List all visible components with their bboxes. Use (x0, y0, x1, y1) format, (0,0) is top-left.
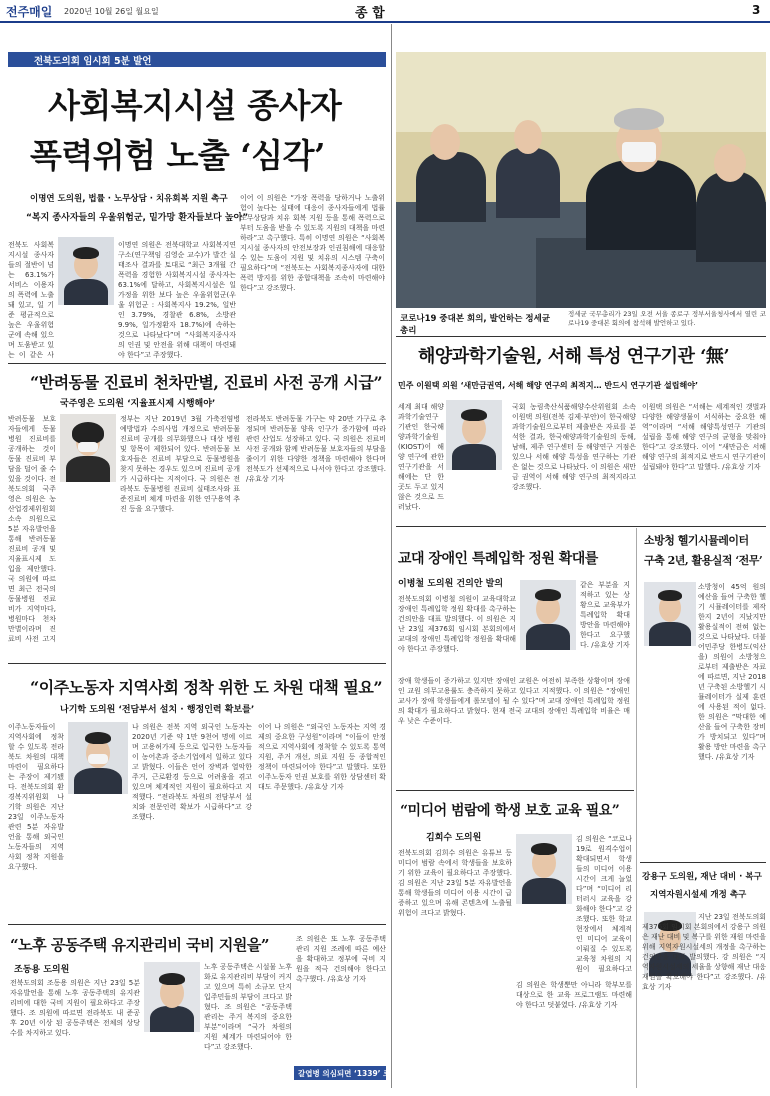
migrant-col2: 나 의원은 전북 지역 외국인 노동자는 2020년 기준 약 1만 9천여 명에 이르며 고용허가제 등으로 입국한 노동자들이 농어촌과 중소기업에서 일하고 있다고 밝혔다. 이들은 언어 장벽과 열악한 주거, 근로환경 등으로 어려움을 겪고 있으며 체계적인 지원이 필요하다고 지적했다. “전라북도 차원의 전담부서 설치와 전문인력 확보가 시급하다”고 강조했다. (132, 723, 252, 821)
headline-helicopter-1: 소방청 헬기시뮬레이터 (644, 534, 749, 547)
headline-migrant: “이주노동자 지역사회 정착 위한 도 차원 대책 필요” (30, 678, 383, 697)
headline-disaster-2: 지역자원시설세 개정 촉구 (650, 890, 747, 900)
media-col3: 김 의원은 학생뿐만 아니라 학부모를 대상으로 한 교육 프로그램도 마련해야 한다고 덧붙였다. /유효상 기자 (516, 981, 632, 1009)
portrait-lee-myeongyeon (58, 237, 114, 305)
admission-col1: 전북도의회 이병철 의원이 교육대학교 장애인 특례입학 정원 확대를 촉구하는 건의안을 대표 발의했다. 이 의원은 지난 23일 제376회 임시회 본회의에서 교대의 장애인 특례입학 정원을 확대해야 한다고 주장했다. (398, 595, 516, 653)
portrait-leebyeongcheol (520, 580, 576, 650)
byline-migrant: 나기학 도의원 ‘전담부서 설치 · 행정인력 확보를’ (60, 705, 255, 715)
apartment-col1: 전북도의회 조동용 의원은 지난 23일 5분 자유발언을 통해 노후 공동주택의 유지관리비에 대한 국비 지원이 필요하다고 주장했다. 조 의원에 따르면 전라북도 내 준공 후 20년 이상 된 공동주택은 전체의 상당수를 차지하고 있다. (10, 979, 140, 1037)
headline-marine: 해양과학기술원, 서해 특성 연구기관 ‘無’ (418, 346, 730, 367)
masthead (0, 0, 770, 22)
headline-media: “미디어 범람에 학생 보호 교육 필요” (400, 803, 620, 819)
byline-welfare: 이명연 도의원, 법률 · 노무상담 · 치유회복 지원 촉구 (30, 194, 228, 204)
portrait-hanbyeongdo (644, 582, 696, 646)
divider-2 (8, 663, 386, 664)
paper-name: 전주매일 (6, 5, 53, 19)
byline-admission: 이병철 도의원 건의안 발의 (398, 579, 504, 589)
welfare-col3: 이어 이 의원은 “가장 폭력을 당하거나 노출위험이 높다는 실태에 대응이 종사자들에게 법률노무상담과 치유 회복 지원 등을 통해 폭력으로부터 도움을 받을 수 있도록 지원의 대책을 마련하라”고 촉구했다. 특히 이명연 의원은 “사회복지시설 종사자의 안전보장과 인권침해에 대응할 수 있는 도움이 지원 및 치유의 시스템 구축이 필요하다”며 “전북도는 사회복지종사자에 대한 폭력 방지를 위한 종합대책을 조속히 마련해야 한다”고 강조했다. (240, 194, 385, 292)
photo-pm-meeting (396, 52, 766, 308)
footer-ad-box (294, 1066, 391, 1080)
headline-welfare-2: 폭력위험 노출 ‘심각’ (30, 136, 325, 175)
migrant-col3: 이어 나 의원은 “외국인 노동자는 지역 경제의 중요한 구성원”이라며 “이들이 안정적으로 지역사회에 정착할 수 있도록 통역 지원, 주거 개선, 의료 지원 등 종합적인 정책이 마련되어야 한다”고 말했다. 또한 이주노동자 인권 보호를 위한 상담센터 확대도 주문했다. /유효상 기자 (258, 723, 386, 791)
media-col1: 전북도의회 김희수 의원은 유튜브 등 미디어 범람 속에서 학생들을 보호하기 위한 교육이 필요하다고 주장했다. 김 의원은 지난 23일 5분 자유발언을 통해 학생들의 미디어 이용 시간이 급증하고 있으며 유해 콘텐츠에 노출될 위험이 크다고 밝혔다. (398, 849, 512, 917)
article-tag (8, 52, 386, 67)
portrait-kimheesu (516, 834, 572, 904)
migrant-col1: 이주노동자들이 지역사회에 정착할 수 있도록 전라북도 차원의 대책 마련이 필요하다는 주장이 제기됐다. 전북도의회 환경복지위원회 나기학 의원은 지난 23일 이주노동자 관련 5분 자유발언을 통해 외국인 노동자들의 지역사회 정착 지원을 요구했다. (8, 723, 64, 871)
divider-4 (396, 336, 766, 337)
headline-disaster-1: 강용구 도의원, 재난 대비 · 복구 (642, 872, 762, 882)
headline-helicopter-2: 구축 2년, 활용실적 ‘전무’ (644, 554, 763, 567)
byline-media: 김희수 도의원 (426, 833, 482, 843)
photo-caption-desc: 정세균 국무총리가 23일 오전 서울 종로구 정부서울청사에서 열린 코로나19 중대본 회의에 참석해 발언하고 있다. (568, 310, 766, 327)
pet-col2: 정부는 지난 2019년 3월 가축전염병 예방법과 수의사법 개정으로 반려동물 진료비 공개를 의무화했으나 대상 병원 및 항목이 제한되어 있다. 반려동물 보호자들은 진료비 부담으로 동물병원을 찾지 못하는 경우도 있으며 진료비 공개가 시급하다는 지적이다. 국 의원은 전라북도 동물병원 진료비 실태조사와 표준진료비 체계 마련을 위한 연구용역 추진 등을 요구했다. (120, 415, 240, 513)
footer-ad-text: 갈엽병 의심되면 ‘1339’ 로 (298, 1069, 391, 1078)
divider-6 (396, 790, 634, 791)
section-title: 종 합 (355, 6, 385, 21)
photo-caption-title: 코로나19 중대본 회의, 발언하는 정세균 총리 (400, 314, 551, 336)
portrait-nagihak (68, 722, 128, 794)
pet-col3: 전라북도 반려동물 가구는 약 20만 가구로 추정되며 반려동물 양육 인구가 증가함에 따라 관련 산업도 성장하고 있다. 국 의원은 진료비 사전 공개와 함께 반려동물 보호자들의 부담을 줄이기 위한 다양한 정책을 마련해야 한다며 전북도가 선제적으로 나서야 한다고 강조했다. /유효상 기자 (246, 415, 386, 483)
pet-col1: 반려동물 보호자들에게 동물병원 진료비를 공개하는 것이 동물 진료비 부담을 덜어 줄 수 있을 것이다. 전북도의회 국주영은 의원은 농산업경제위원회 소속 의원으로 5분 자유발언을 통해 반려동물 진료비 공개 및 지율표시제 도입을 제안했다. 국 의원에 따르면 최근 전국의 동물병원 진료비가 지역마다, 병원마다 천차만별이라며 진료비 사전 고지 (8, 415, 56, 643)
subhead-welfare: “복지 종사자들의 우울위험군, 밑가망 환자들보다 높아” (26, 213, 249, 223)
headline-welfare-1: 사회복지시설 종사자 (48, 86, 342, 125)
portrait-leewontaek (446, 400, 502, 470)
divider-7 (640, 862, 766, 863)
marine-col3: 이원택 의원은 “서해는 세계적인 갯벌과 다양한 해양생물이 서식하는 중요한 해역”이라며 “서해 해양특성연구 기관의 설립을 통해 해양 연구의 균형을 맞춰야 한다”고 강조했다. 이어 “새만금은 서해 해양 연구의 최적지로 반드시 연구기관이 설립돼야 한다”고 말했다. /유효상 기자 (642, 403, 766, 471)
byline-apartment: 조동용 도의원 (14, 965, 70, 975)
issue-date: 2020년 10월 26일 월요일 (64, 7, 159, 16)
helicopter-body: 소방청이 45억 원의 예산을 들여 구축한 헬기 시뮬레이터를 제작한지 2년이 지났지만 활용실적이 전혀 없는 것으로 나타났다. 더불어민주당 한병도(익산을) 의원이 소방청으로부터 제출받은 자료에 따르면, 지난 2018년 구축된 소방헬기 시뮬레이터가 실제 훈련에 사용된 적이 없다. 한 의원은 “막대한 예산을 들여 구축한 장비가 방치되고 있다”며 활용 방안 마련을 촉구했다. /유효상 기자 (698, 583, 766, 761)
apartment-col2: 노후 공동주택은 시설물 노후화로 유지관리비 부담이 커지고 있으며 특히 소규모 단지 입주민들의 부담이 크다고 밝혔다. 조 의원은 “공동주택 관리는 주거 복지의 중요한 부분”이라며 “국가 차원의 지원 체계가 마련되어야 한다”고 강조했다. (204, 963, 292, 1051)
divider-3 (8, 924, 386, 925)
welfare-col1: 전북도 사회복지시설 종사자들의 절반이 넘는 63.1%가 서비스 이용자의 폭력에 노출돼 있고, 일 기준 평균적으로 높은 우울위험군에 속해 있으며 도움받고 있는 이 같은 사 (8, 241, 54, 359)
disaster-body: 지난 23일 전북도의회 제376회 임시회 본회의에서 강용구 의원은 재난 대비 및 복구를 위한 재원 마련을 위해 지역자원시설세의 개정을 촉구하는 건의안을 대표 발의했다. 강 의원은 “지역자원시설세의 세율을 상향해 재난 대응 재원을 확보해야 한다”고 강조했다. /유효상 기자 (642, 913, 766, 991)
headline-pet: “반려동물 진료비 천차만별, 진료비 사전 공개 시급” (30, 373, 383, 392)
welfare-col2: 이명연 의원은 전북대학교 사회복지연구소(연구책임 김영순 교수)가 발간 실태조사 결과를 토대로 “최근 3개월 간 폭력을 경험한 사회복지시설 종사자는 63.1%에 달하고, 사회복지시설은 일가정을 위한 보다 높은 우울위험군(우울 위험군 : 사회복지사 19.2%, 일반인 3.79%, 경찰관 6.8%, 소방관 9.9%, 일가정환자 18.7%)에 속하는 것으로 나타났다”며 “사회복지종사자의 인권 및 안전을 위해 대책이 마련돼야 한다”고 주장했다. (118, 241, 236, 359)
page-number: 3 (752, 3, 761, 17)
portrait-jodongyong (144, 962, 200, 1032)
media-col2: 김 의원은 “코로나19로 원격수업이 확대되면서 학생들의 미디어 이용 시간이 크게 늘었다”며 “미디어 리터러시 교육을 강화해야 한다”고 강조했다. 또한 학교 현장에서 체계적인 미디어 교육이 이뤄질 수 있도록 교육청 차원의 지원이 필요하다고 (576, 835, 632, 973)
marine-col2: 국회 농림축산식품해양수산위원회 소속 이원택 의원(전북 김제·부안)이 한국해양과학기술원으로부터 제출받은 자료를 분석한 결과, 한국해양과학기술원의 동해, 남해, 제주 연구센터 등 해양연구 거점은 있으나 서해 해양 특성을 연구하는 기관은 없는 것으로 나타났다. 이 의원은 새만금 권역이 서해 해양 연구의 최적지라고 강조했다. (512, 403, 636, 491)
portrait-kukjuyoungeun (60, 414, 116, 482)
divider-5 (396, 526, 766, 527)
byline-marine: 민주 이원택 의원 ‘새만금권역, 서해 해양 연구의 최적지… 반드시 연구기관 설립해야’ (398, 381, 698, 390)
right-column-separator (636, 528, 637, 1088)
admission-col3: 같은 부분을 지적하고 있는 상황으로 교육부가 특례입학 확대 방안을 마련해야 한다고 요구했다. /유효상 기자 (580, 581, 630, 649)
headline-admission: 교대 장애인 특례입학 정원 확대를 (398, 551, 598, 567)
divider-1 (8, 363, 386, 364)
column-separator (391, 24, 392, 1088)
article-tag-label: 전북도의회 임시회 5분 발언 (34, 56, 152, 67)
byline-pet: 국주영은 도의원 ‘지율표시제 시행해야’ (60, 399, 216, 409)
headline-apartment: “노후 공동주택 유지관리비 국비 지원을” (10, 936, 269, 954)
admission-col2: 장애 학생들이 증가하고 있지만 장애인 교원은 여전히 부족한 상황이며 장애인 교원 의무고용률도 충족하지 못하고 있다고 지적했다. 이 의원은 “장애인 교사가 장애 학생들에게 롤모델이 될 수 있다”며 교대 장애인 특례입학 정원의 확대가 필요하다고 밝혔다. 현재 전국 교대의 장애인 특례입학 비율은 매우 낮은 수준이다. (398, 677, 630, 725)
masthead-rule (0, 21, 770, 23)
marine-col1: 세계 최대 해양과학기술연구기관인 한국해양과학기술원(KIOST)이 해양 연구에 관한 연구기관을 서해에는 단 한 곳도 두고 있지 않은 것으로 드러났다. (398, 403, 444, 511)
apartment-col3: 조 의원은 또 노후 공동주택 관리 지원 조례에 따른 예산을 확대하고 정부에 국비 지원을 적극 건의해야 한다고 촉구했다. /유효상 기자 (296, 935, 386, 983)
